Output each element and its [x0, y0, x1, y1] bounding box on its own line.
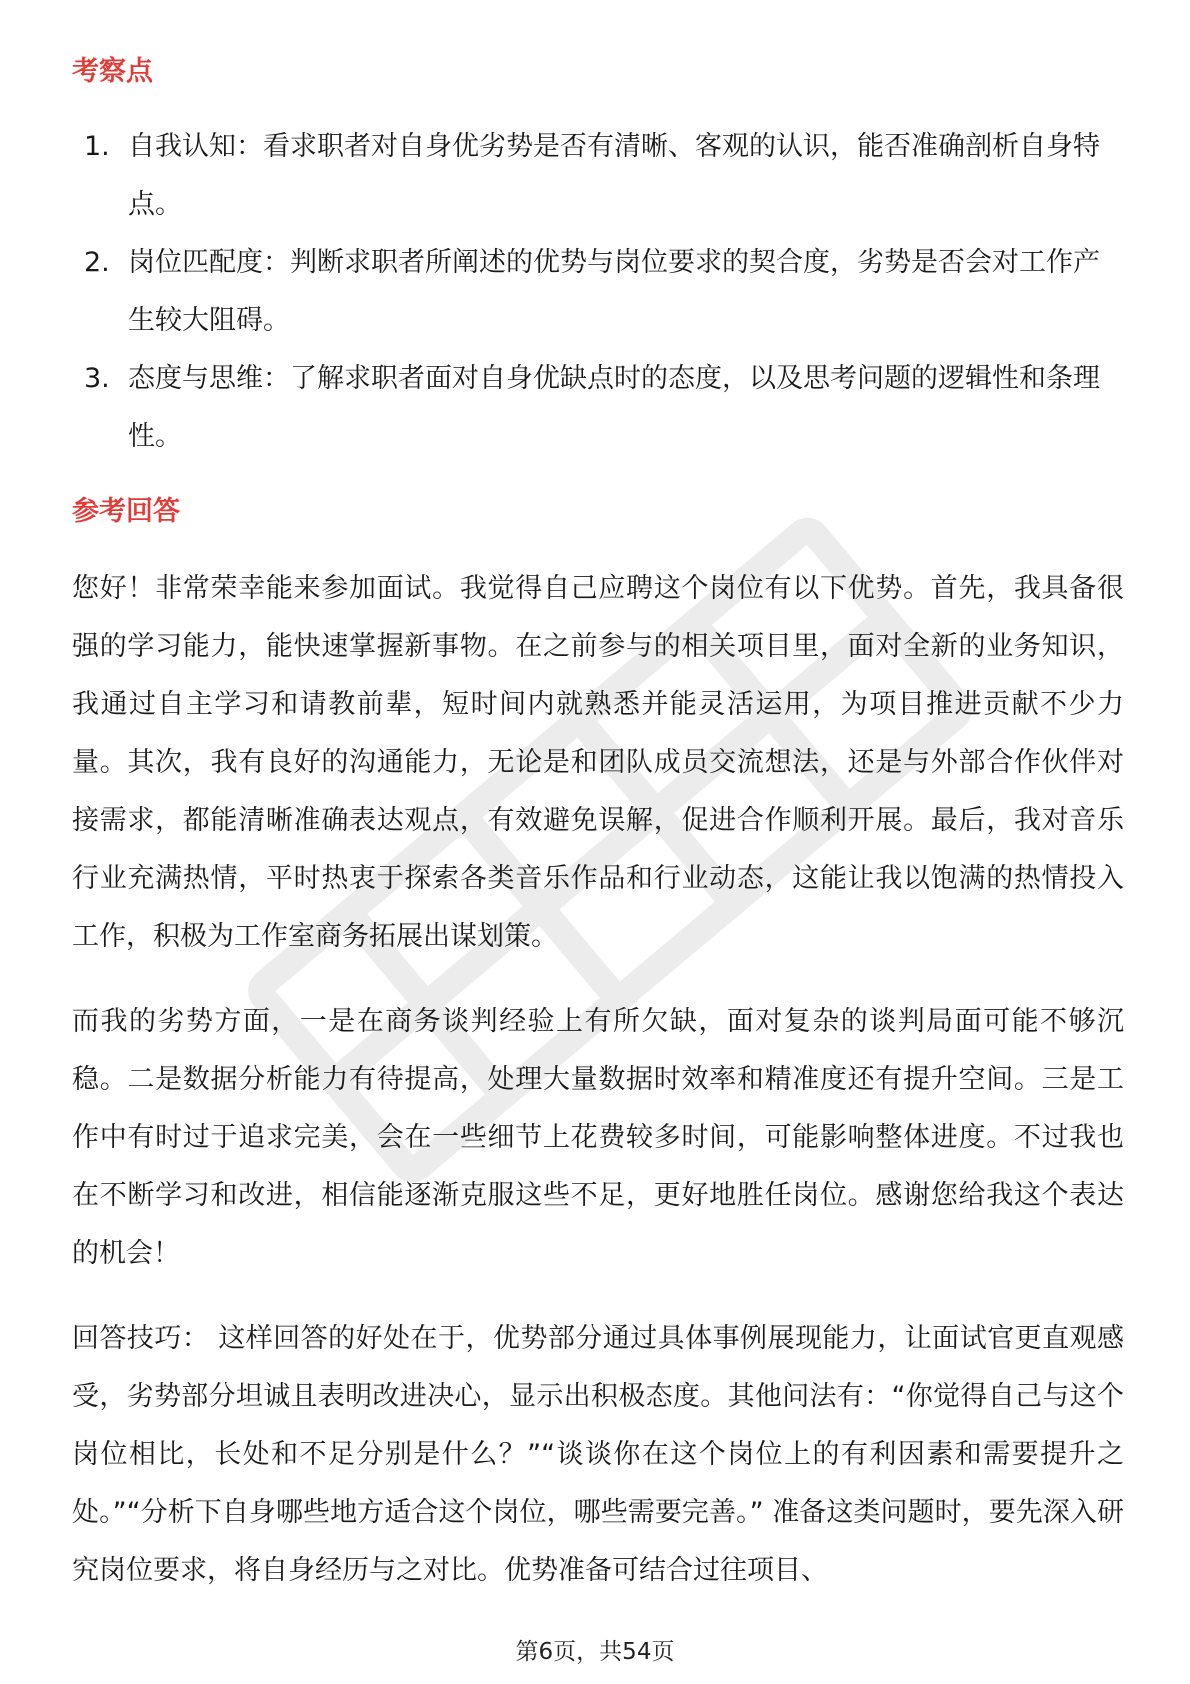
answer-paragraph-strengths: 您好！非常荣幸能来参加面试。我觉得自己应聘这个岗位有以下优势。首先，我具备很强的学习能力，能快速掌握新事物。在之前参与的相关项目里，面对全新的业务知识，我通过自主学习和请教前辈，短时间内就熟悉并能灵活运用，为项目推进贡献不少力量。其次，我有良好的沟通能力，无论是和团队成员交流想法，还是与外部合作伙伴对接需求，都能清晰准确表达观点，有效避免误解，促进合作顺利开展。最后，我对音乐行业充满热情，平时热衷于探索各类音乐作品和行业动态，这能让我以饱满的热情投入工作，积极为工作室商务拓展出谋划策。 — [72, 573, 1124, 952]
page-number-footer: 第6页，共54页 — [515, 1639, 675, 1665]
list-number: 2. — [84, 247, 110, 278]
list-text: 岗位匹配度：判断求职者所阐述的优势与岗位要求的契合度，劣势是否会对工作产生较大阻碍。 — [128, 247, 1100, 336]
list-item — [72, 118, 1122, 234]
answer-paragraph-weaknesses: 而我的劣势方面，一是在商务谈判经验上有所欠缺，面对复杂的谈判局面可能不够沉稳。二是数据分析能力有待提高，处理大量数据时效率和精准度还有提升空间。三是工作中有时过于追求完美，会在一些细节上花费较多时间，可能影响整体进度。不过我也在不断学习和改进，相信能逐渐克服这些不足，更好地胜任岗位。感谢您给我这个表达的机会！ — [72, 1006, 1124, 1269]
list-number: 3. — [84, 363, 110, 394]
list-text: 自我认知：看求职者对自身优劣势是否有清晰、客观的认识，能否准确剖析自身特点。 — [128, 131, 1100, 220]
list-item — [72, 234, 1122, 350]
section-heading-kaochadian: 考察点 — [72, 56, 153, 87]
point-list — [72, 118, 1122, 466]
answer-paragraph-tips: 回答技巧： 这样回答的好处在于，优势部分通过具体事例展现能力，让面试官更直观感受，劣势部分坦诚且表明改进决心，显示出积极态度。其他问法有：“你觉得自己与这个岗位相比，长处和不足分别是什么？”“谈谈你在这个岗位上的有利因素和需要提升之处。”“分析下自身哪些地方适合这个岗位，哪些需要完善。” 准备这类问题时，要先深入研究岗位要求，将自身经历与之对比。优势准备可结合过往项目、 — [72, 1323, 1124, 1586]
list-number: 1. — [84, 131, 110, 162]
section-heading-cankao: 参考回答 — [72, 496, 180, 527]
list-text: 态度与思维：了解求职者面对自身优缺点时的态度，以及思考问题的逻辑性和条理性。 — [128, 363, 1100, 452]
list-item — [72, 350, 1122, 466]
